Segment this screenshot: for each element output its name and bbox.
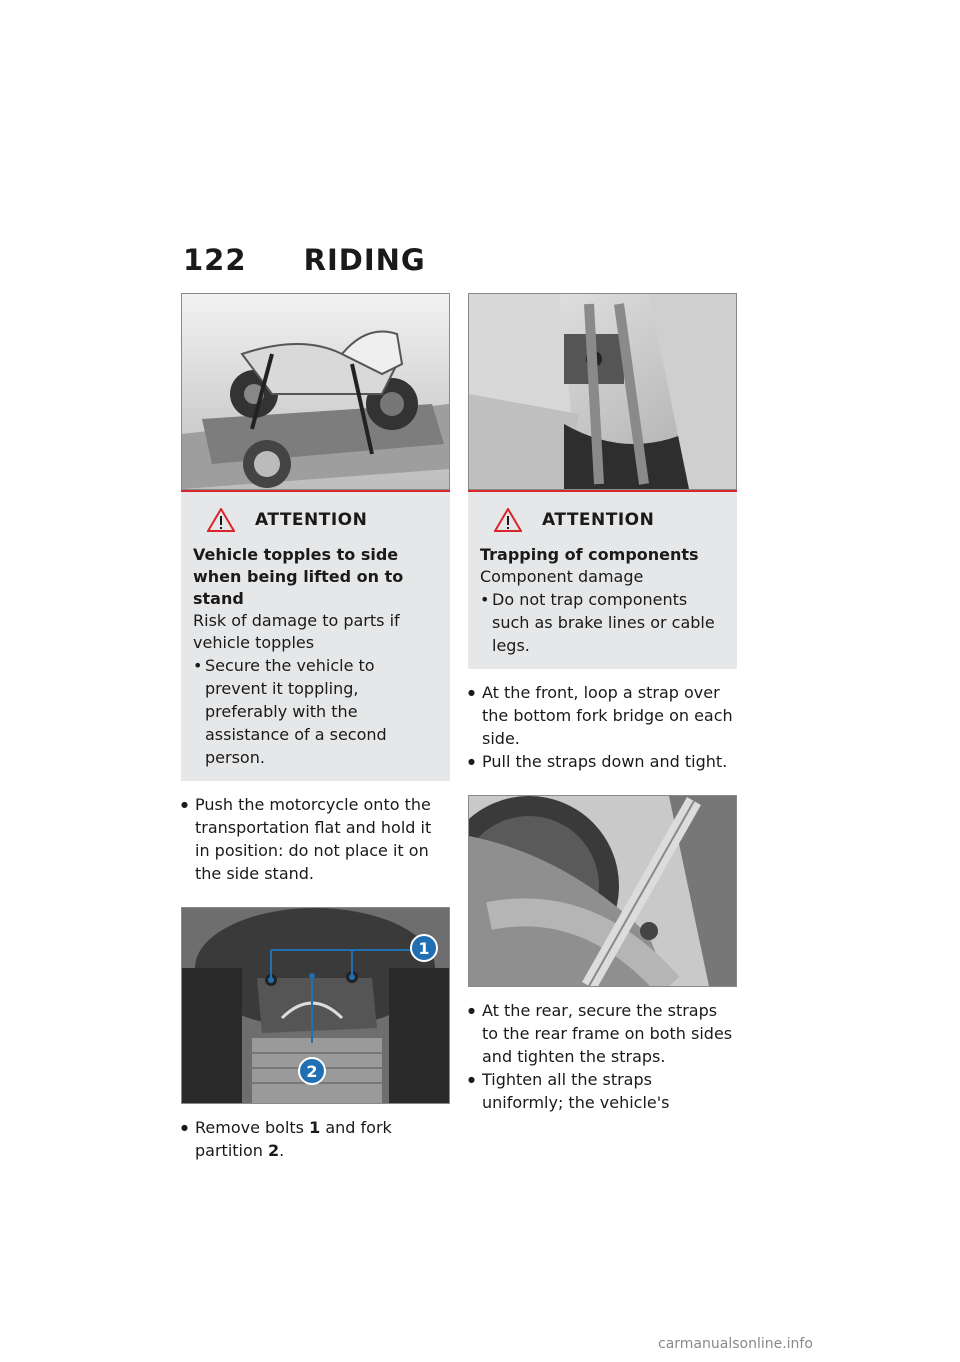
attention-heading: [207, 508, 438, 532]
instruction-front-loop: ● At the front, loop a strap over the bottom fork bridge on each side.: [468, 681, 737, 750]
text-prefix: Remove bolts: [195, 1118, 310, 1137]
callout-1-label: 1: [418, 939, 430, 958]
watermark: carmanualsonline.info: [658, 1336, 813, 1352]
attention-title: Trapping of components: [480, 545, 699, 564]
page-header: [183, 243, 426, 277]
instruction-remove-bolts: [181, 1116, 450, 1162]
ref-2: 2: [268, 1141, 280, 1160]
text-suffix: .: [279, 1141, 285, 1160]
warning-icon: [494, 508, 522, 532]
attention-title: Vehicle topples to side when being lifted on to stand: [193, 545, 404, 608]
warning-icon: [207, 508, 235, 532]
section-title: RIDING: [303, 243, 426, 277]
photo-rear-frame-straps: [468, 795, 737, 987]
left-column: [181, 293, 450, 1162]
photo-motorcycle-on-trailer: [181, 293, 450, 490]
attention-measure: • Do not trap components such as brake lines or cable legs.: [480, 588, 725, 657]
attention-label: ATTENTION: [542, 510, 655, 530]
attention-box-topple: [181, 490, 450, 781]
attention-heading: [494, 508, 725, 532]
text-middle: and fork partition: [195, 1118, 392, 1160]
instruction-pull-straps: ● Pull the straps down and tight.: [468, 750, 737, 773]
attention-measure: • Secure the vehicle to prevent it toppling, preferably with the assistance of a second person.: [193, 654, 438, 769]
instruction-push-onto-flat: ● Push the motorcycle onto the transportation flat and hold it in position: do not place it on the side stand.: [181, 793, 450, 885]
ref-1: 1: [309, 1118, 321, 1137]
callout-2-label: 2: [306, 1062, 318, 1081]
instruction-tighten-uniformly: ● Tighten all the straps uniformly; the vehicle's: [468, 1068, 737, 1114]
attention-consequence: Risk of damage to parts if vehicle topples: [193, 611, 400, 652]
attention-consequence: Component damage: [480, 567, 644, 586]
attention-box-trapping: [468, 490, 737, 669]
right-column: [468, 293, 737, 1114]
photo-front-fork-straps: [468, 293, 737, 490]
instruction-rear-secure: ● At the rear, secure the straps to the rear frame on both sides and tighten the straps.: [468, 999, 737, 1068]
attention-label: ATTENTION: [255, 510, 368, 530]
photo-fork-partition: [181, 907, 450, 1104]
page-number: 122: [183, 243, 247, 277]
